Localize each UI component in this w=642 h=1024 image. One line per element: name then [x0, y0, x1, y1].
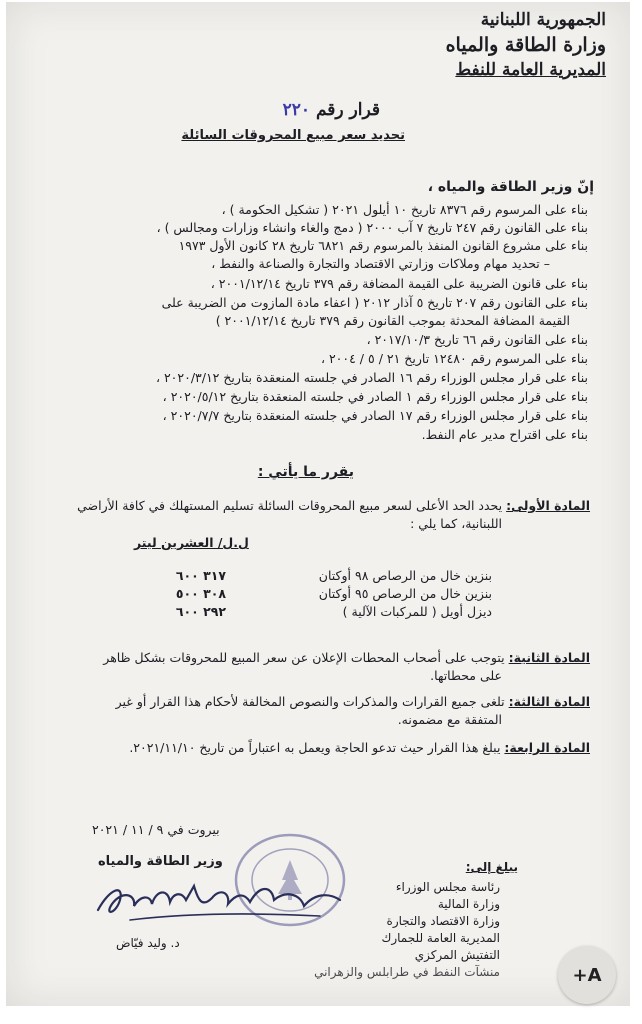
- preamble-line: بناء على المرسوم رقم ٨٣٧٦ تاريخ ١٠ أيلول ٢٠٢١ ( تشكيل الحكومة ) ،: [221, 202, 588, 217]
- article-1-text: يحدد الحد الأعلى لسعر مبيع المحروقات السائلة تسليم المستهلك في كافة الأراضي: [77, 498, 503, 513]
- ministry-name: وزارة الطاقة والمياه: [445, 34, 606, 56]
- decree-subject: تحديد سعر مبيع المحروقات السائلة: [181, 128, 405, 143]
- decree-title: [283, 100, 380, 120]
- preamble-line: بناء على القانون رقم ٦٦ تاريخ ٢٠١٧/١٠/٣ ،: [366, 332, 588, 347]
- article-1-label: المادة الأولى:: [506, 498, 590, 513]
- preamble-line: بناء على المرسوم رقم ١٢٤٨٠ تاريخ ٢١ / ٥ / ٢٠٠٤ ،: [320, 351, 588, 366]
- letterhead: [446, 8, 606, 83]
- distribution-item: رئاسة مجلس الوزراء: [395, 880, 500, 894]
- distribution-item: وزارة المالية: [437, 897, 500, 911]
- fuel-price: ٣٠٨ ٥٠٠: [175, 586, 226, 601]
- preamble-line: – تحديد مهام وملاكات وزارتي الاقتصاد والتجارة والصناعة والنفط ،: [211, 256, 550, 271]
- scanned-document: [6, 2, 630, 1006]
- preamble-line: بناء على القانون رقم ٢٠٧ تاريخ ٥ آذار ٢٠١٢ ( اعفاء مادة المازوت من الضريبة على: [161, 295, 588, 310]
- article-2-label: المادة الثانية:: [508, 650, 590, 665]
- preamble-line: القيمة المضافة المحدثة بموجب القانون رقم ٣٧٩ تاريخ ٢٠٠١/١٢/١٤ ): [215, 313, 570, 328]
- article-1-text-cont: اللبنانية، كما يلي :: [410, 516, 502, 531]
- preamble-line: بناء على قانون الضريبة على القيمة المضافة رقم ٣٧٩ تاريخ ٢٠٠١/١٢/١٤ ،: [210, 276, 588, 291]
- fuel-name: ديزل أويل ( للمركبات الآلية ): [342, 604, 492, 619]
- article-4-label: المادة الرابعة:: [504, 740, 590, 755]
- signer-title: وزير الطاقة والمياه: [98, 854, 223, 869]
- republic-name: الجمهورية اللبنانية: [480, 10, 606, 30]
- price-unit-label: ل.ل/ العشرين ليتر: [134, 535, 249, 550]
- text-size-label: +A: [572, 964, 602, 986]
- preamble-line: بناء على قرار مجلس الوزراء رقم ١ الصادر في جلسته المنعقدة بتاريخ ٢٠٢٠/٥/١٢ ،: [162, 389, 588, 404]
- directorate-name: المديرية العامة للنفط: [455, 60, 606, 80]
- decree-label: قرار رقم: [315, 100, 380, 120]
- distribution-item: وزارة الاقتصاد والتجارة: [386, 914, 500, 928]
- article-2-text: يتوجب على أصحاب المحطات الإعلان عن سعر المبيع للمحروقات بشكل ظاهر: [103, 650, 505, 665]
- distribution-item: التفتيش المركزي: [414, 948, 500, 962]
- article-3: [116, 694, 590, 710]
- fuel-name: بنزين خال من الرصاص ٩٨ أوكتان: [318, 568, 492, 583]
- decree-number: ٢٢٠: [282, 100, 311, 120]
- distribution-title: يبلغ إلى:: [465, 860, 518, 874]
- fuel-name: بنزين خال من الرصاص ٩٥ أوكتان: [318, 586, 492, 601]
- article-1: [77, 498, 590, 514]
- text-size-button[interactable]: [558, 946, 616, 1004]
- article-4: [129, 740, 590, 756]
- handwritten-signature: [90, 870, 350, 930]
- distribution-item: منشآت النفط في طرابلس والزهراني: [314, 965, 500, 979]
- preamble-line: بناء على مشروع القانون المنفذ بالمرسوم رقم ٦٨٢١ تاريخ ٢٨ كانون الأول ١٩٧٣: [178, 238, 588, 253]
- article-2: [103, 650, 590, 666]
- signer-name: د. وليد فيّاض: [116, 936, 180, 950]
- fuel-price: ٢٩٢ ٦٠٠: [175, 604, 226, 619]
- preamble-line: بناء على قرار مجلس الوزراء رقم ١٧ الصادر في جلسته المنعقدة بتاريخ ٢٠٢٠/٧/٧ ،: [162, 408, 588, 423]
- preamble-line: بناء على اقتراح مدير عام النفط.: [421, 427, 588, 442]
- article-2-text-cont: على محطاتها.: [430, 668, 502, 683]
- article-3-text: تلغى جميع القرارات والمذكرات والنصوص المخالفة لأحكام هذا القرار أو غير: [115, 694, 505, 709]
- preamble-line: بناء على القانون رقم ٢٤٧ تاريخ ٧ آب ٢٠٠٠ ( دمج والغاء وانشاء وزارات ومجالس ) ،: [156, 220, 588, 235]
- article-4-text: يبلغ هذا القرار حيث تدعو الحاجة ويعمل به اعتباراً من تاريخ ٢٠٢١/١١/١٠.: [129, 740, 501, 755]
- distribution-item: المديرية العامة للجمارك: [381, 931, 500, 945]
- fuel-price: ٣١٧ ٦٠٠: [175, 568, 226, 583]
- decides-heading: يقرر ما يأتي :: [257, 464, 354, 480]
- minister-intro: إنّ وزير الطاقة والمياه ،: [427, 179, 594, 195]
- article-3-label: المادة الثالثة:: [508, 694, 590, 709]
- signing-date: بيروت في ٩ / ١١ / ٢٠٢١: [92, 822, 220, 837]
- preamble-line: بناء على قرار مجلس الوزراء رقم ١٦ الصادر في جلسته المنعقدة بتاريخ ٢٠٢٠/٣/١٢ ،: [155, 370, 588, 385]
- article-3-text-cont: المتفقة مع مضمونه.: [397, 712, 502, 727]
